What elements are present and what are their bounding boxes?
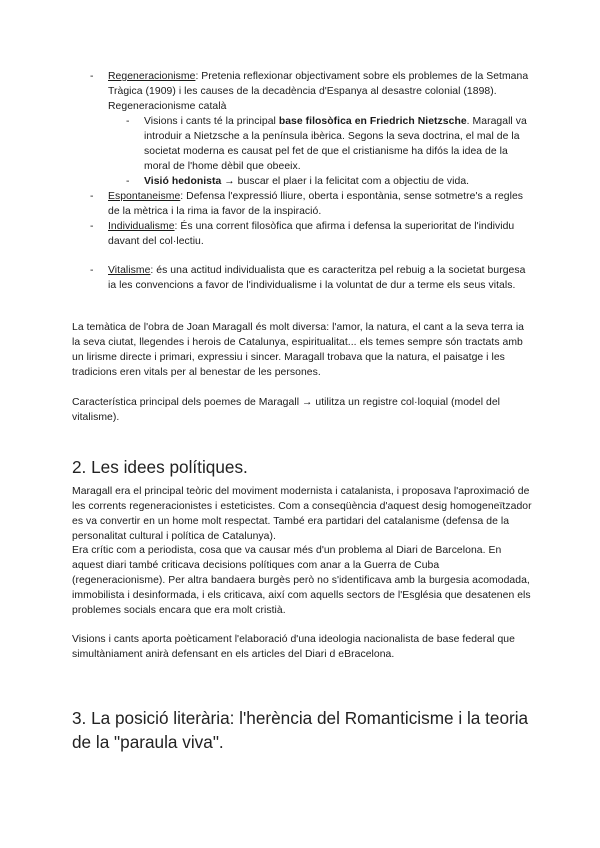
item-text: : Pretenia reflexionar objectivament sobre els problemes de la Setmana Tràgica (1909) i les causes de la decadència d'Espanya al desastre colonial (1898). Regeneracionisme català xyxy=(108,71,529,112)
paragraph: Característica principal dels poemes de Maragall → utilitza un registre col·loquial (model del vitalisme). xyxy=(72,397,501,423)
list-item xyxy=(90,219,530,249)
section-heading: 3. La posició literària: l'herència del Romanticisme i la teoria de la "paraula viva". xyxy=(72,708,529,752)
paragraph: Visions i cants aporta poèticament l'elaboració d'una ideologia nacionalista de base federal que simultàniament anirà defensant en els articles del Diari d eBracelona. xyxy=(72,634,515,660)
paragraph: La temàtica de l'obra de Joan Maragall és molt diversa: l'amor, la natura, el cant a la seva terra ia la seva ciutat, llegendes i herois de Catalunya, espiritualitat... els temes sempre són tractats amb un lirisme directe i primari, expressiu i sincer. Maragall trobava que la natura, el paisatge i les tradicions eren vitals per al benestar de les persones. xyxy=(72,322,525,378)
bullet-list xyxy=(90,69,530,293)
list-item xyxy=(90,69,530,114)
bold-phrase: Visió hedonista xyxy=(144,176,222,187)
dash-bullet: - xyxy=(126,176,130,187)
sub-list-item: - Visió hedonista → buscar el plaer i la felicitat com a objectiu de vida. xyxy=(126,176,470,187)
term-espontaneisme: Espontaneisme xyxy=(108,191,181,202)
list-item xyxy=(90,263,530,293)
list-item xyxy=(90,189,530,219)
sub-list-item: - Visions i cants té la principal base filosòfica en Friedrich Nietzsche. Maragall va introduir a Nietzsche a la península ibèrica. Segons la seva doctrina, el mal de la societat moderna es causat pel fet de que el cristianisme ha difós la idea de la moral de l'home dèbil que obeeix. xyxy=(126,116,527,172)
paragraph: Maragall era el principal teòric del moviment modernista i catalanista, i proposava l'aproximació de les corrents regeneracionistes i esteticistes. Com a conseqüència d'aquest desig homogeneïtzador es va convertir en un home molt respectat. També era partidari del catalanisme (defensa de la personalitat cultural i política de Catalunya). xyxy=(72,486,532,542)
dash-bullet: - xyxy=(90,71,94,82)
term-vitalisme: Vitalisme xyxy=(108,265,151,276)
term-individualisme: Individualisme xyxy=(108,221,175,232)
paragraph: Era crític com a periodista, cosa que va causar més d'un problema al Diari de Barcelona. En aquest diari també criticava decisions polítiques com anar a la Guerra de Cuba (regeneracionisme). Per altra bandaera burgès però no s'identificava amb la burgesia acomodada, immobilista i desinformada, i els criticava, així com aquells sectors de l'Església que desatenen els problemes socials encara que era molt cristià. xyxy=(72,545,531,616)
dash-bullet: - xyxy=(126,116,130,127)
dash-bullet: - xyxy=(90,221,94,232)
item-text: : Defensa l'expressió lliure, oberta i espontània, sense sotmetre's a regles de la mètrica i la rima ia favor de la inspiració. xyxy=(108,191,524,217)
item-text: : és una actitud individualista que es caracteritza pel rebuig a la societat burgesa ia les convencions a favor de l'individualisme i la voluntat de dur a terme els seus vitals. xyxy=(108,265,526,291)
term-regeneracionisme: Regeneracionisme xyxy=(108,71,196,82)
section-heading: 2. Les idees polítiques. xyxy=(72,457,248,477)
dash-bullet: - xyxy=(90,191,94,202)
bold-phrase: base filosòfica en Friedrich Nietzsche xyxy=(278,116,467,127)
dash-bullet: - xyxy=(90,265,94,276)
item-text: : És una corrent filosòfica que afirma i defensa la superioritat de l'individu davant del col·lectiu. xyxy=(108,221,515,247)
